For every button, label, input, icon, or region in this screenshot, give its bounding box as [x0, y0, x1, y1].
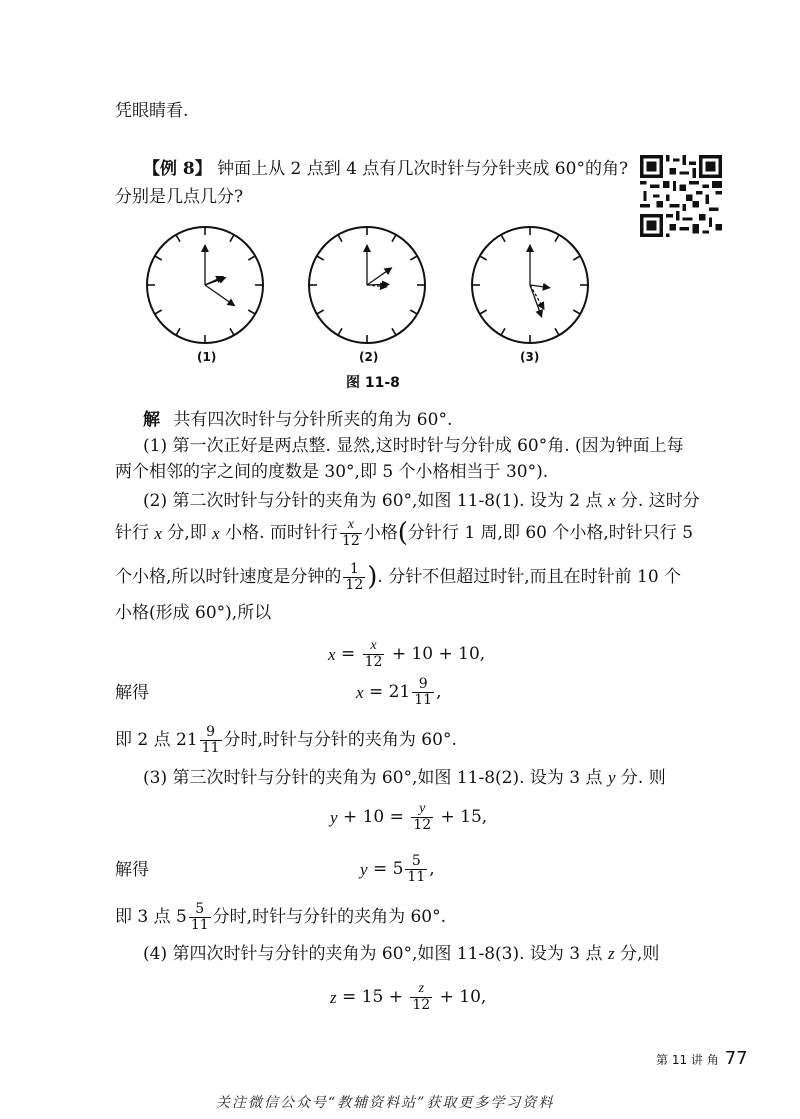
paragraph-2-line-3: 个小格,所以时针速度是分钟的 $\frac{1}{12}$ ) . 分针不但超过时针,而且在时针前 10 个 [115, 560, 682, 593]
fraction-5-over-11: $\frac{5}{11}$ [407, 852, 426, 885]
paragraph-2-line-1: (2) 第二次时针与分针的夹角为 60°,如图 11-8(1). 设为 2 点 x 分. 这时分 [143, 491, 700, 511]
clock-hand [367, 284, 389, 285]
clock-tick [555, 328, 559, 335]
fraction-5-over-11: $\frac{5}{11}$ [190, 900, 209, 933]
clock-tick [176, 328, 180, 335]
clock-tick [155, 310, 162, 314]
clock-tick [155, 256, 162, 260]
clock-hand [205, 277, 226, 285]
clock-hand [530, 285, 542, 317]
fraction-9-over-11: $\frac{9}{11}$ [201, 723, 220, 756]
clock-tick [248, 310, 255, 314]
example-question [143, 161, 628, 178]
page-number: 77 [724, 1048, 748, 1069]
answer-2: 即 3 点 5 $\frac{5}{11}$ 分时,时针与分针的夹角为 60°. [115, 900, 447, 933]
clock-tick [230, 328, 234, 335]
text-line: 凭眼睛看. [115, 101, 189, 121]
paragraph-4: (4) 第四次时针与分针的夹角为 60°,如图 11-8(3). 设为 3 点 z 分,则 [143, 944, 660, 964]
clock-tick [317, 256, 324, 260]
fraction-9-over-11: $\frac{9}{11}$ [414, 675, 433, 708]
example-text: 钟面上从 2 点到 4 点有几次时针与分针夹成 60°的角? [217, 159, 629, 179]
clock-tick [573, 256, 580, 260]
fraction-z-over-12: $\frac{z}{12}$ [412, 980, 431, 1013]
clock-tick [480, 310, 487, 314]
paragraph-3: (3) 第三次时针与分针的夹角为 60°,如图 11-8(2). 设为 3 点 y 分. 则 [143, 768, 666, 788]
watermark: 关注微信公众号“教辅资料站”获取更多学习资料 [216, 1095, 555, 1111]
section-label: 第 11 讲 角 [656, 1053, 719, 1067]
paragraph-2-line-2: 针行 x 分,即 x 小格. 而时针行 $\frac{x}{12}$ 小格 ( 分针行 1 周,即 60 个小格,时针只行 5 [115, 516, 694, 549]
example-question-cont: 分别是几点几分? [115, 187, 244, 207]
clock-tick [392, 235, 396, 242]
clock-face-2 [309, 227, 425, 343]
clock-label-3: (3) [520, 350, 540, 364]
solve-label-1: 解得 [115, 683, 149, 703]
clock-tick [410, 256, 417, 260]
equation-5: z = 15 + $\frac{z}{12}$ + 10, [330, 980, 487, 1013]
solution-label: 解 [143, 410, 160, 430]
clock-tick [176, 235, 180, 242]
clock-tick [338, 235, 342, 242]
clock-label-1: (1) [197, 350, 217, 364]
paragraph-2-line-4: 小格(形成 60°),所以 [115, 603, 272, 623]
fraction-y-over-12: $\frac{y}{12}$ [413, 800, 432, 833]
clock-tick [317, 310, 324, 314]
clock-figure [140, 225, 680, 385]
clock-label-2: (2) [359, 350, 379, 364]
equation-1: x = $\frac{x}{12}$ + 10 + 10, [328, 637, 486, 670]
equation-3: y + 10 = $\frac{y}{12}$ + 15, [330, 800, 488, 833]
page-footer [656, 1048, 748, 1069]
clock-tick [392, 328, 396, 335]
figure-caption: 图 11-8 [346, 375, 400, 391]
clock-tick [573, 310, 580, 314]
clock-face-1 [147, 227, 263, 343]
fraction-1-over-12: $\frac{1}{12}$ [345, 560, 364, 593]
fraction-x-over-12: $\frac{x}{12}$ [364, 637, 383, 670]
clock-tick [501, 328, 505, 335]
clock-tick [248, 256, 255, 260]
clock-hand [367, 268, 392, 285]
equation-4: y = 5 $\frac{5}{11}$ , [360, 852, 435, 885]
example-label: 【例 8】 [143, 159, 212, 179]
clock-hand [530, 285, 550, 288]
fraction-x-over-12: $\frac{x}{12}$ [341, 516, 360, 549]
solve-label-2: 解得 [115, 860, 149, 880]
paragraph-1-line-2: 两个相邻的字之间的度数是 30°,即 5 个小格相当于 30°). [115, 462, 549, 482]
clock-hand [205, 285, 234, 306]
paragraph-1-line-1: (1) 第一次正好是两点整. 显然,这时时针与分针成 60°角. (因为钟面上每 [143, 436, 684, 456]
clock-face-3 [472, 227, 588, 343]
equation-2: x = 21 $\frac{9}{11}$ , [356, 675, 442, 708]
clock-tick [555, 235, 559, 242]
clock-tick [230, 235, 234, 242]
clock-tick [410, 310, 417, 314]
solution-intro: 解 共有四次时针与分针所夹的角为 60°. [143, 410, 453, 430]
clock-tick [501, 235, 505, 242]
answer-1: 即 2 点 21 $\frac{9}{11}$ 分时,时针与分针的夹角为 60°. [115, 723, 457, 756]
clock-tick [480, 256, 487, 260]
clock-tick [338, 328, 342, 335]
